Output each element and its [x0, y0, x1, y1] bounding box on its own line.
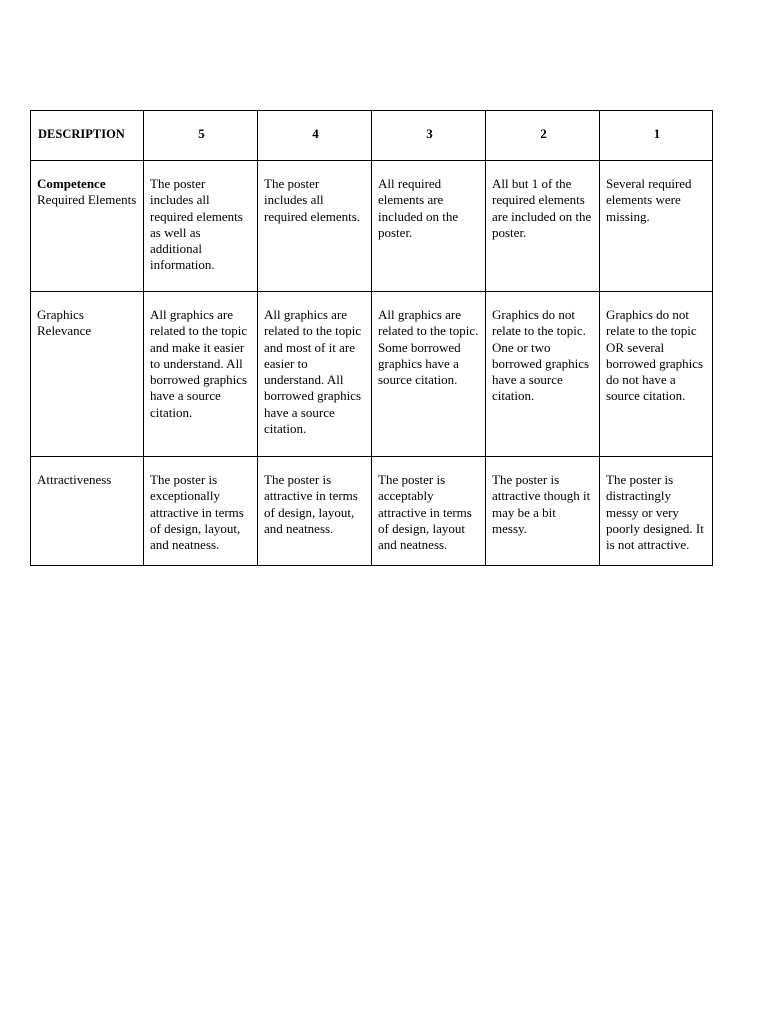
header-score-4: 4	[258, 111, 372, 161]
rubric-cell: All required elements are included on the poster.	[372, 161, 486, 292]
header-score-5: 5	[144, 111, 258, 161]
criterion-cell	[31, 161, 144, 292]
table-row	[31, 292, 713, 457]
criterion-cell	[31, 292, 144, 457]
rubric-cell: The poster is exceptionally attractive in terms of design, layout, and neatness.	[144, 457, 258, 566]
rubric-cell: The poster includes all required elements as well as additional information.	[144, 161, 258, 292]
rubric-cell: All graphics are related to the topic. Some borrowed graphics have a source citation.	[372, 292, 486, 457]
header-description: DESCRIPTION	[31, 111, 144, 161]
rubric-cell: The poster includes all required elements.	[258, 161, 372, 292]
rubric-table	[30, 110, 713, 566]
rubric-cell: The poster is attractive though it may be a bit messy.	[486, 457, 600, 566]
header-score-3: 3	[372, 111, 486, 161]
header-score-1: 1	[600, 111, 713, 161]
rubric-cell: The poster is distractingly messy or very poorly designed. It is not attractive.	[600, 457, 713, 566]
table-row	[31, 161, 713, 292]
criterion-subtitle: Attractiveness	[37, 472, 112, 487]
criterion-subtitle: Graphics Relevance	[37, 307, 92, 339]
rubric-cell: All graphics are related to the topic and most of it are easier to understand. All borrowed graphics have a source citation.	[258, 292, 372, 457]
header-score-2: 2	[486, 111, 600, 161]
rubric-cell: Graphics do not relate to the topic OR several borrowed graphics do not have a source citation.	[600, 292, 713, 457]
criterion-title: Competence	[37, 176, 106, 191]
rubric-cell: Several required elements were missing.	[600, 161, 713, 292]
rubric-cell: Graphics do not relate to the topic. One or two borrowed graphics have a source citation.	[486, 292, 600, 457]
rubric-cell: All but 1 of the required elements are included on the poster.	[486, 161, 600, 292]
table-row	[31, 457, 713, 566]
criterion-cell	[31, 457, 144, 566]
criterion-subtitle: Required Elements	[37, 192, 137, 208]
rubric-cell: The poster is acceptably attractive in terms of design, layout and neatness.	[372, 457, 486, 566]
rubric-cell: All graphics are related to the topic and make it easier to understand. All borrowed graphics have a source citation.	[144, 292, 258, 457]
rubric-cell: The poster is attractive in terms of design, layout, and neatness.	[258, 457, 372, 566]
header-row	[31, 111, 713, 161]
